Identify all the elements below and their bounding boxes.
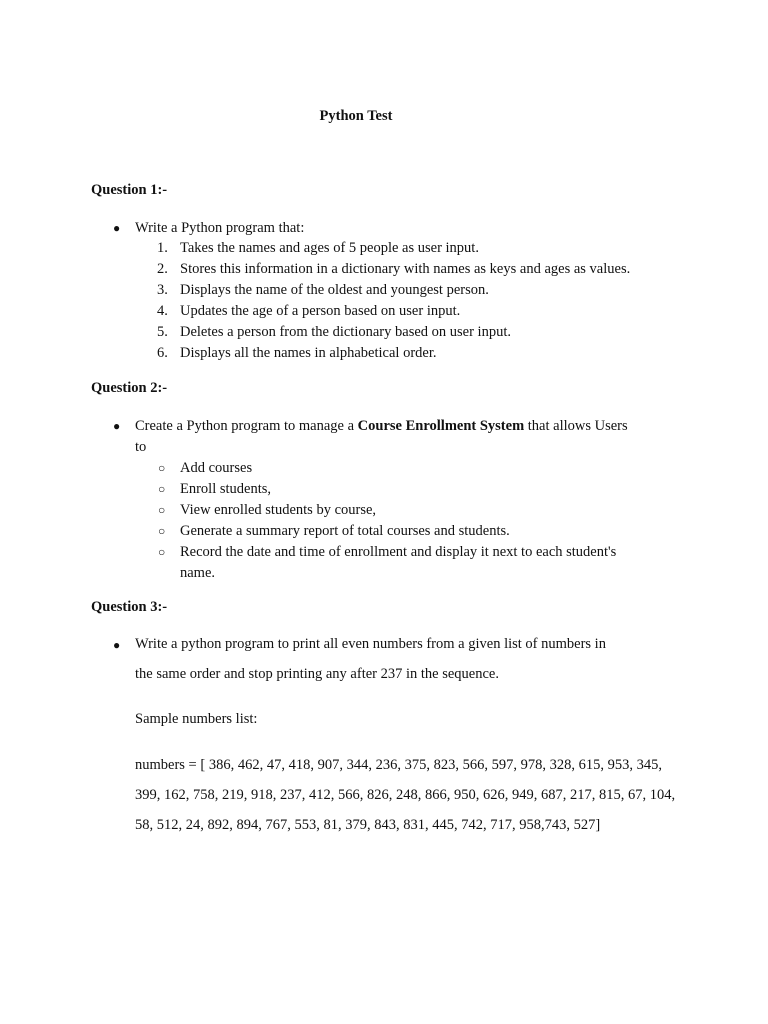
circle-bullet-icon: ○ [158, 482, 166, 496]
circle-bullet-icon: ○ [158, 461, 166, 475]
item-text: Generate a summary report of total courses and students. [180, 523, 510, 539]
course-enrollment-system-term: Course Enrollment System [357, 418, 525, 434]
question-3-text-line: the same order and stop printing any after 237 in the sequence. [135, 666, 499, 682]
item-text: name. [180, 565, 216, 581]
item-number: 5. [157, 324, 168, 340]
circle-bullet-icon: ○ [158, 524, 166, 538]
bullet-icon: ● [113, 221, 121, 235]
question-3-heading: Question 3:- [91, 599, 168, 615]
item-text: Takes the names and ages of 5 people as user input. [180, 240, 479, 256]
item-text: Displays all the names in alphabetical order. [180, 345, 437, 361]
item-text: Deletes a person from the dictionary based on user input. [180, 324, 511, 340]
item-number: 1. [157, 240, 168, 256]
document-title: Python Test [319, 108, 393, 124]
bullet-text-continuation: to [135, 439, 147, 455]
circle-bullet-icon: ○ [158, 545, 166, 559]
question-2-bullet [113, 416, 683, 458]
bullet-text-start: Create a Python program to manage a [135, 418, 358, 434]
bullet-icon: ● [113, 419, 121, 433]
question-1-bullet-text: Write a Python program that: [135, 220, 305, 236]
question-2-heading: Question 2:- [91, 380, 168, 396]
item-text: Displays the name of the oldest and youngest person. [180, 282, 489, 298]
numbers-list-line: 58, 512, 24, 892, 894, 767, 553, 81, 379, 843, 831, 445, 742, 717, 958,743, 527] [135, 817, 601, 833]
item-text: Stores this information in a dictionary with names as keys and ages as values. [180, 261, 631, 277]
item-text: View enrolled students by course, [180, 502, 377, 518]
question-3-text-line: Write a python program to print all even numbers from a given list of numbers in [135, 636, 606, 652]
item-text: Add courses [180, 460, 253, 476]
sample-list-label: Sample numbers list: [135, 711, 258, 727]
item-number: 3. [157, 282, 168, 298]
question-2-bullet-text [135, 416, 685, 458]
item-number: 2. [157, 261, 168, 277]
item-text: Record the date and time of enrollment and display it next to each student's [180, 544, 617, 560]
item-number: 4. [157, 303, 168, 319]
question-1-heading: Question 1:- [91, 182, 168, 198]
item-number: 6. [157, 345, 168, 361]
circle-bullet-icon: ○ [158, 503, 166, 517]
numbers-list-line: numbers = [ 386, 462, 47, 418, 907, 344, 236, 375, 823, 566, 597, 978, 328, 615, 953, 345, [135, 757, 662, 773]
item-text: Updates the age of a person based on user input. [180, 303, 461, 319]
item-text: Enroll students, [180, 481, 272, 497]
bullet-icon: ● [113, 638, 121, 652]
bullet-text-end: that allows Users [524, 418, 628, 434]
numbers-list-line: 399, 162, 758, 219, 918, 237, 412, 566, 826, 248, 866, 950, 626, 949, 687, 217, 815, 67, 104, [135, 787, 676, 803]
